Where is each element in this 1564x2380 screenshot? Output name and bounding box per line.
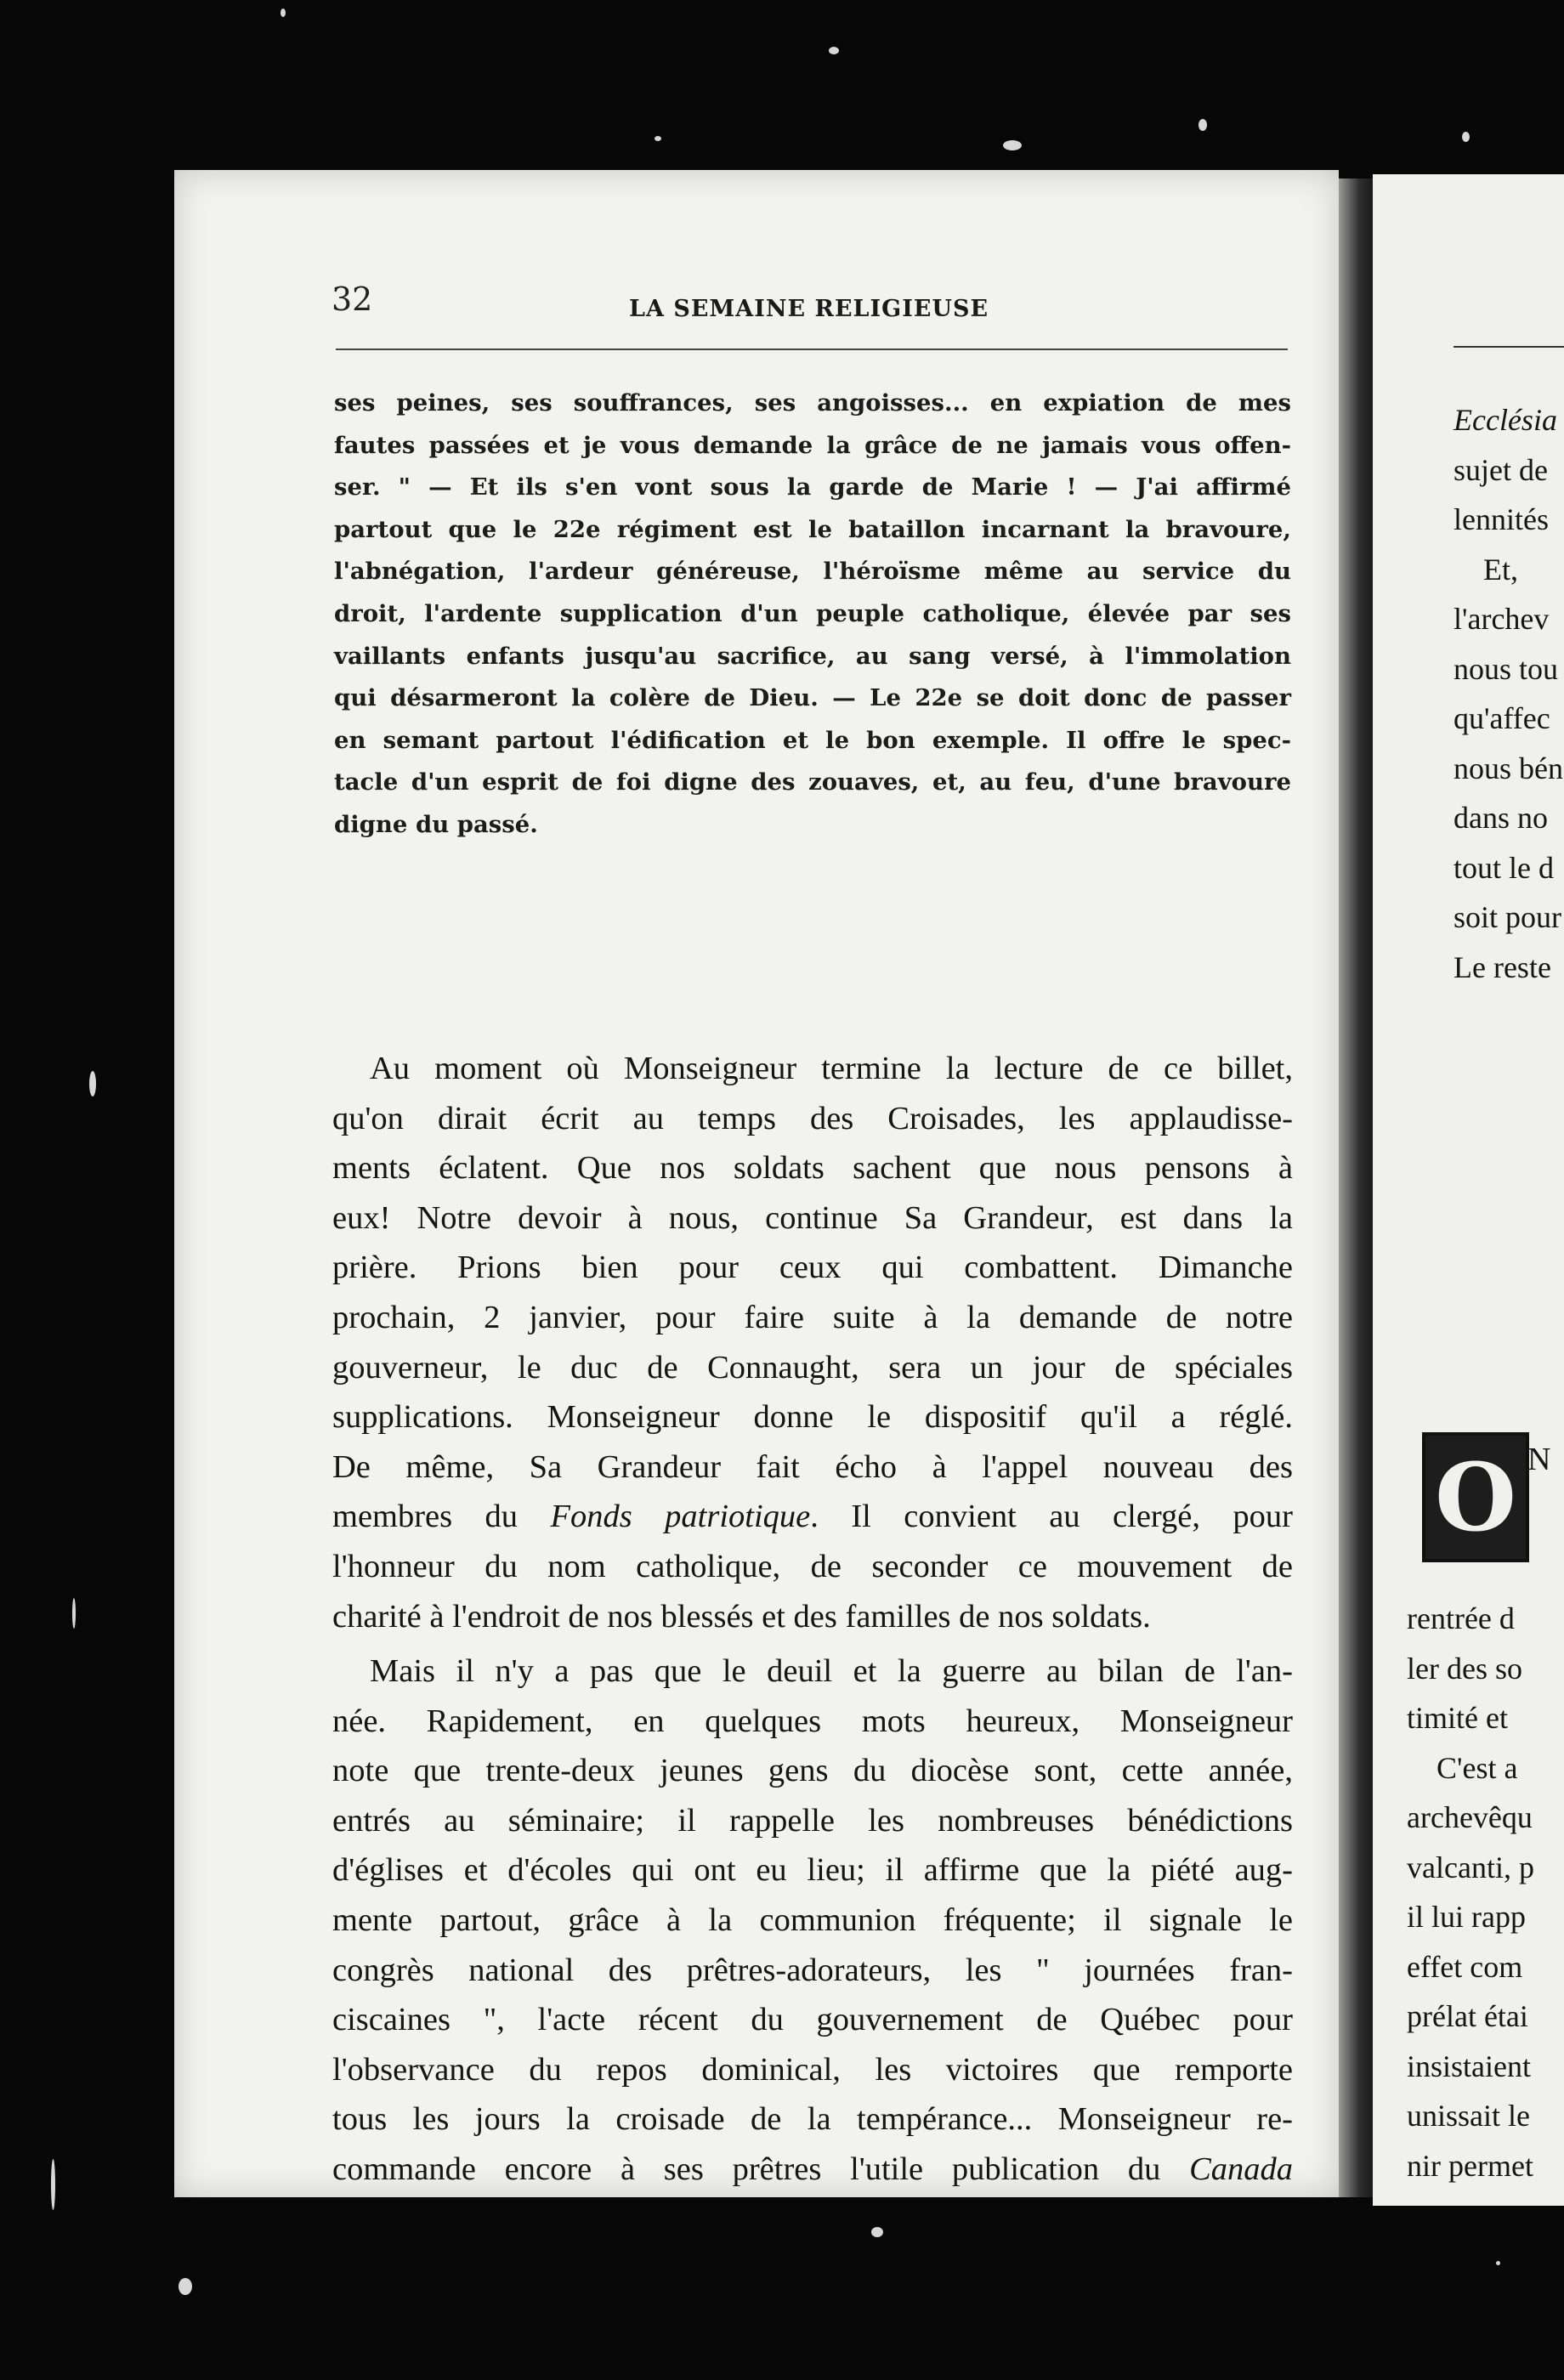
text-line: note que trente-deux jeunes gens du diocèse sont, cette année, bbox=[332, 1753, 1293, 1789]
text-line: l'observance du repos dominical, les victoires que remporte bbox=[332, 2051, 1293, 2088]
text-line: insistaient bbox=[1407, 2048, 1531, 2083]
text-line: timité et bbox=[1407, 1701, 1508, 1735]
text-line: ses peines, ses souffrances, ses angoisses... en expiation de mes bbox=[334, 389, 1291, 416]
text-line: ments éclatent. Que nos soldats sachent que nous pensons à bbox=[332, 1150, 1293, 1187]
right-page-bottom-text bbox=[1407, 1594, 1534, 2190]
text-line: Mais il n'y a pas que le deuil et la guerre au bilan de l'an- bbox=[370, 1653, 1293, 1689]
text-line: l'archev bbox=[1454, 602, 1550, 636]
text-line: tout le d bbox=[1454, 850, 1554, 885]
text-line: fautes passées et je vous demande la grâce de ne jamais vous offen- bbox=[334, 431, 1291, 459]
text-line: effet com bbox=[1407, 1949, 1523, 1984]
dropcap-letter: O bbox=[1435, 1442, 1516, 1552]
right-page-top-text bbox=[1454, 395, 1563, 992]
text-line: sujet de bbox=[1454, 452, 1548, 487]
text-line: valcanti, p bbox=[1407, 1850, 1534, 1884]
text-line bbox=[332, 1492, 1293, 1542]
text-line: nir permet bbox=[1407, 2148, 1533, 2183]
fonds-patriotique-italic: Fonds patriotique bbox=[550, 1499, 811, 1535]
text-line: charité à l'endroit de nos blessés et des familles de nos soldats. bbox=[332, 1598, 1151, 1635]
text-line: archevêqu bbox=[1407, 1800, 1533, 1834]
page-number: 32 bbox=[332, 280, 373, 318]
text-line: l'honneur du nom catholique, de seconder ce mouvement de bbox=[332, 1548, 1293, 1584]
running-title: LA SEMAINE RELIGIEUSE bbox=[629, 296, 989, 322]
text-run: commande encore à ses prêtres l'utile publication du bbox=[332, 2150, 1190, 2187]
text-line: nous tou bbox=[1454, 651, 1559, 686]
dust-speck bbox=[51, 2159, 55, 2210]
text-line: Le reste bbox=[1454, 949, 1551, 984]
dropcap-following-text: N bbox=[1527, 1442, 1551, 1477]
ornamental-dropcap bbox=[1422, 1432, 1529, 1562]
paragraph-year-review bbox=[332, 1646, 1293, 2195]
text-line: tacle d'un esprit de foi digne des zouaves, et, au feu, d'une bravoure bbox=[334, 768, 1291, 796]
text-line: mente partout, grâce à la communion fréquente; il signale le bbox=[332, 1901, 1293, 1938]
text-line: ser. " — Et ils s'en vont sous la garde de Marie ! — J'ai affirmé bbox=[334, 473, 1291, 502]
text-line: en semant partout l'édification et le bon exemple. Il offre le spec- bbox=[334, 726, 1291, 754]
text-line: qu'on dirait écrit au temps des Croisades, les applaudisse- bbox=[332, 1100, 1293, 1136]
text-line: tous les jours la croisade de la tempérance... Monseigneur re- bbox=[332, 2101, 1293, 2138]
dust-speck bbox=[178, 2278, 192, 2295]
text-line: C'est a bbox=[1436, 1750, 1518, 1785]
dust-speck bbox=[1462, 132, 1470, 142]
header-rule bbox=[336, 348, 1288, 350]
dust-speck bbox=[829, 47, 839, 54]
text-line: d'églises et d'écoles qui ont eu lieu; il affirme que la piété aug- bbox=[332, 1852, 1293, 1889]
text-line: gouverneur, le duc de Connaught, sera un jour de spéciales bbox=[332, 1349, 1293, 1386]
book-gutter bbox=[1339, 178, 1373, 2197]
dust-speck bbox=[72, 1598, 76, 1629]
text-line: congrès national des prêtres-adorateurs, les " journées fran- bbox=[332, 1952, 1293, 1988]
text-line: entrés au séminaire; il rappelle les nombreuses bénédictions bbox=[332, 1802, 1293, 1839]
text-line: Ecclésia bbox=[1454, 403, 1557, 437]
text-line bbox=[332, 2145, 1293, 2195]
text-line: Et, bbox=[1483, 552, 1518, 586]
text-line: Au moment où Monseigneur termine la lecture de ce billet, bbox=[370, 1051, 1293, 1086]
text-line: eux! Notre devoir à nous, continue Sa Grandeur, est dans la bbox=[332, 1199, 1293, 1236]
dust-speck bbox=[280, 8, 286, 17]
dust-speck bbox=[1496, 2261, 1500, 2265]
text-line: prochain, 2 janvier, pour faire suite à la demande de notre bbox=[332, 1299, 1293, 1335]
text-line: De même, Sa Grandeur fait écho à l'appel nouveau des bbox=[332, 1448, 1293, 1485]
text-line: qu'affec bbox=[1454, 701, 1550, 735]
text-line: partout que le 22e régiment est le bataillon incarnant la bravoure, bbox=[334, 515, 1291, 543]
dust-speck bbox=[1198, 119, 1207, 131]
left-page bbox=[174, 170, 1339, 2197]
text-line: dans no bbox=[1454, 801, 1548, 835]
text-line: prélat étai bbox=[1407, 1999, 1528, 2033]
canada-italic: Canada bbox=[1189, 2150, 1293, 2187]
text-line: nous bén bbox=[1454, 751, 1563, 785]
text-line: droit, l'ardente supplication d'un peuple catholique, élevée par ses bbox=[334, 599, 1291, 627]
text-run: membres du bbox=[332, 1499, 551, 1535]
right-page bbox=[1373, 174, 1564, 2206]
paragraph-announcements bbox=[332, 1044, 1293, 1641]
text-line: soit pour bbox=[1454, 900, 1562, 934]
dust-speck bbox=[1003, 140, 1022, 150]
text-line: lennités bbox=[1454, 502, 1549, 536]
text-line: rentrée d bbox=[1407, 1601, 1515, 1635]
dust-speck bbox=[89, 1071, 96, 1096]
text-run: . Il convient au clergé, pour bbox=[810, 1499, 1294, 1535]
text-line: née. Rapidement, en quelques mots heureux, Monseigneur bbox=[332, 1703, 1293, 1739]
quoted-letter-block bbox=[334, 382, 1291, 847]
header-rule bbox=[1454, 346, 1564, 348]
text-line: l'abnégation, l'ardeur généreuse, l'héroïsme même au service du bbox=[334, 558, 1291, 586]
text-line: unissait le bbox=[1407, 2099, 1530, 2133]
dust-speck bbox=[654, 136, 661, 141]
text-line: ler des so bbox=[1407, 1651, 1522, 1686]
text-line: supplications. Monseigneur donne le dispositif qu'il a réglé. bbox=[332, 1399, 1293, 1436]
dust-speck bbox=[871, 2227, 883, 2237]
text-line: il lui rapp bbox=[1407, 1900, 1526, 1934]
text-line: digne du passé. bbox=[334, 810, 538, 838]
text-line: qui désarmeront la colère de Dieu. — Le 22e se doit donc de passer bbox=[334, 684, 1291, 712]
text-line: prière. Prions bien pour ceux qui combattent. Dimanche bbox=[332, 1250, 1293, 1286]
text-line: vaillants enfants jusqu'au sacrifice, au sang versé, à l'immolation bbox=[334, 642, 1291, 670]
text-line: ciscaines ", l'acte récent du gouvernement de Québec pour bbox=[332, 2002, 1293, 2038]
